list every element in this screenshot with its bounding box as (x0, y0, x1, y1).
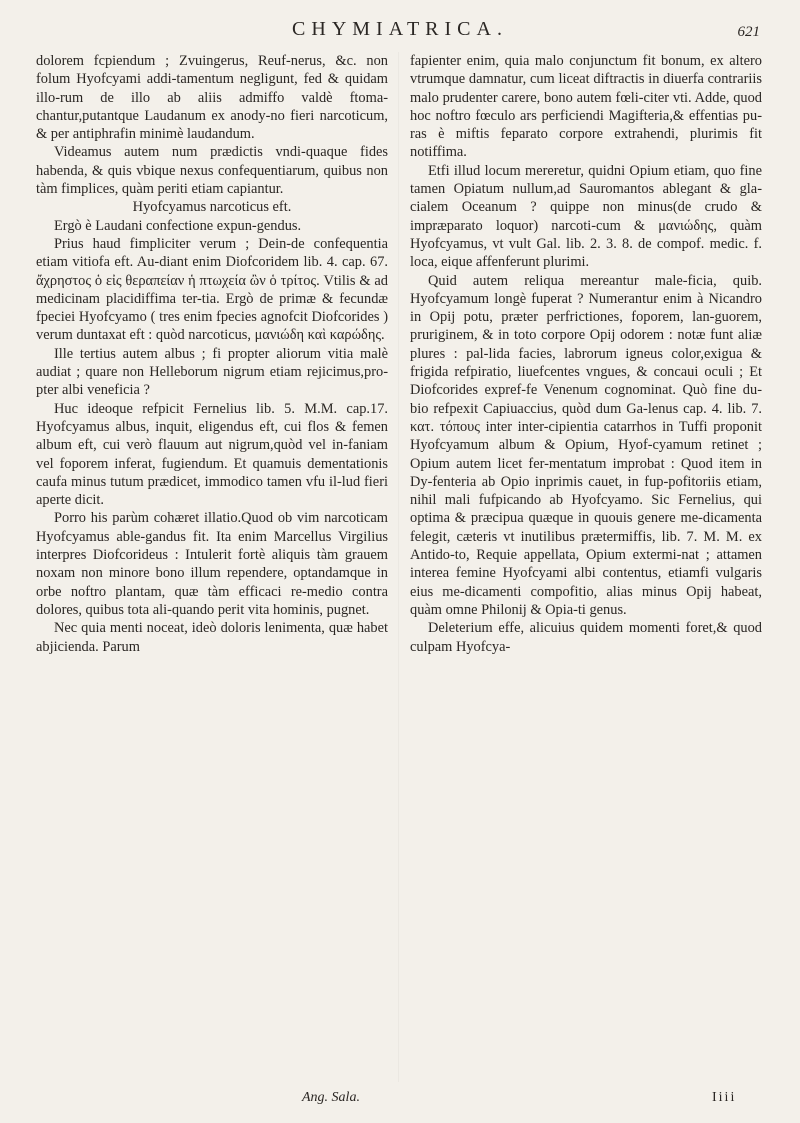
column-gutter (398, 52, 399, 1082)
left-paragraph: Huc ideoque refpicit Fernelius lib. 5. M.M. cap.17. Hyofcyamus albus, inquit, eligendus eft, cui flos & femen album eft, cui verò flauum aut nigrum,quòd vel in-faniam vel foporem inferat, fugiendum. Et quamuis dementationis caufa minus tutum prædicet, immodico tamen vfu il-lud fieri aperte dicit. (36, 400, 388, 509)
right-paragraph: fapienter enim, quia malo conjunctum fit bonum, ex altero vtrumque damnatur, cum liceat diftractis in diuerfa contrariis malo prudenter carere, bono autem fœli-citer vti. Adde, quod hoc noftro fœculo ars perficiendi Magifteria,& effentias pu-ras è miftis feparato corpore extrahendi, plurimis fit notiffima. (410, 53, 762, 161)
right-paragraph: Quid autem reliqua mereantur male-ficia, quib. Hyofcyamum longè fuperat ? Numerantur enim à Nicandro in Opij potu, præter perfrictiones, foporem, lan-guorem, pruriginem, & in toto corpore Opij odorem : notæ funt aliæ plures : pal-lida facies, labrorum igneus color,exigua & frigida refpiratio, liuefcentes vngues, & concaui oculi ; Et Diofcorides expref-fe Venenum cognominat. Quò fine du-bio refpexit Capiuaccius, quòd dum Ga-lenus cap. 4. lib. 7. κατ. τόπους inter inter-cipientia catarrhos in Tuffi proponit Hyofcyamum album & Opium, Hyof-cyamum retinet ; Opium autem licet fer-mentatum improbat : Quod item in Dy-fenteria ab Opio inprimis cauet, in fup-pofitoriis etiam, nihil mali fufpicando ab Hyofcyamo. Sic Fernelius, qui optima & præcipua quæque in quouis genere me-dicamenta felegit, cæteris vt inutilibus prætermiffis, lib. 7. M. M. ex Antido-to, Requie appellata, Opium extermi-nat ; attamen interea femine Hyofcyami albi contentus, etiamfi vulgaris eius me-dicamenti compofitio, alias minus Opij habeat, quàm omne Philonij & Opia-ti genus. (410, 272, 762, 618)
catchword: Ang. Sala. (302, 1090, 360, 1105)
left-paragraph: Porro his parùm cohæret illatio.Quod ob vim narcoticam Hyofcyamus able-gandus fit. Ita enim Marcellus Virgilius interpres Diofcorideus : Intulerit fortè aliquis tàm grauem noxam non minore bono illum rependere, optandamque in orbe noftro plantam, quæ tàm efficaci re-medio contra dolores, quibus tota ali-quando perit vita hominis, pugnet. (36, 510, 388, 618)
left-paragraph: Hyofcyamus narcoticus eft. (132, 199, 292, 216)
right-paragraph: Deleterium effe, alicuius quidem momenti foret,& quod culpam Hyofcya- (410, 620, 762, 655)
running-title: CHYMIATRICA. (292, 18, 508, 40)
left-paragraph: Nec quia menti noceat, ideò doloris lenimenta, quæ habet abjicienda. Parum (36, 620, 388, 655)
page-footer (0, 1090, 800, 1110)
left-paragraph: Videamus autem num prædictis vndi-quaque fides habenda, & quis vbique nexus confequentiarum, quibus non tàm fimplices, quàm periti etiam capiantur. (36, 144, 388, 198)
page-number: 621 (737, 24, 760, 40)
left-paragraph: Ille tertius autem albus ; fi propter aliorum vitia malè audiat ; quare non Helleborum nigrum etiam rejicimus,pro-pter albi veneficia ? (36, 345, 388, 399)
left-text-column (36, 52, 388, 656)
left-paragraph: dolorem fcpiendum ; Zvuingerus, Reuf-nerus, &c. non folum Hyofcyami addi-tamentum negligunt, fed & quidam illo-rum de illo ab aliis admiffo valdè ftoma-chantur,putantque Laudanum ex anody-no fieri narcoticum, & per antiphrafin minimè laudandum. (36, 53, 388, 143)
left-paragraph: Ergò è Laudani confectione expun-gendus. (54, 217, 302, 234)
right-paragraph: Etfi illud locum mereretur, quidni Opium etiam, quo fine tamen Opiatum nullum,ad Sauromantos ablegant & gla-cialem Oceanum ? quippe non minus(de crudo & impræparato loquor) narcoti-cum & μανιώδης, quàm Hyofcyamus, vt vult Gal. lib. 2. 3. 8. de compof. medic. f. loca, eique affenferunt plurimi. (410, 162, 762, 271)
page-header (0, 18, 800, 52)
left-paragraph: Prius haud fimpliciter verum ; Dein-de confequentia etiam vitiofa eft. Au-diant enim Diofcoridem lib. 4. cap. 67. ἄχρηστος ὁ εἰς θεραπείαν ἡ πτωχεία ὢν ὁ τρίτος. Vtilis & ad medicinam placidiffima ter-tia. Ergò de primæ & fecundæ fpeciei Hyofcyamo ( tres enim fpecies agnofcit Diofcorides ) verum duntaxat eft : quòd narcoticus, μανιώδη καὶ καρώδης. (36, 235, 388, 344)
signature-mark: Iiii (712, 1090, 737, 1105)
right-text-column (410, 52, 762, 656)
